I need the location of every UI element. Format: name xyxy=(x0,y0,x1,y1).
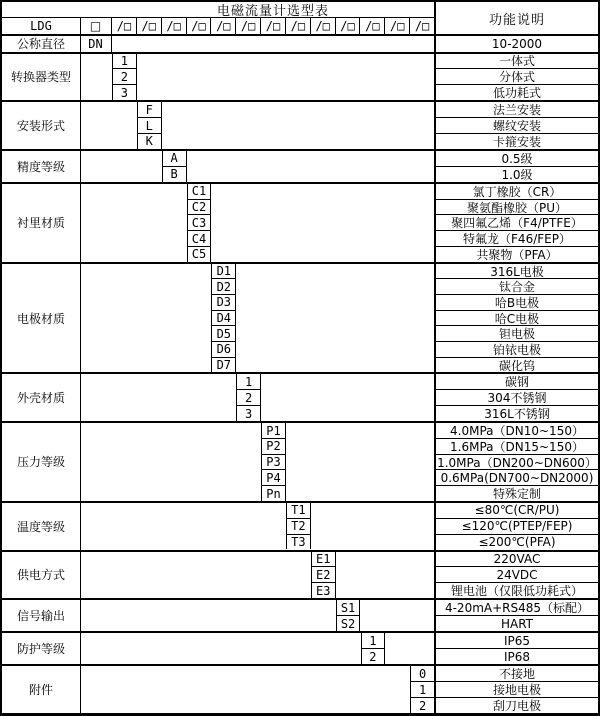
description-cell: 4-20mA+RS485（标配） xyxy=(436,600,598,616)
description-cell: 接地电极 xyxy=(436,682,598,698)
code-cell: B xyxy=(162,167,187,182)
description-cell: 4.0MPa（DN10~150） xyxy=(436,423,598,439)
code-stack xyxy=(336,600,361,631)
description-stack xyxy=(436,423,598,501)
code-cell: D3 xyxy=(211,295,236,311)
description-cell: 一体式 xyxy=(436,54,598,70)
description-stack xyxy=(436,552,598,599)
code-cell: E1 xyxy=(311,552,336,568)
code-stack xyxy=(80,36,112,52)
category-label: 信号输出 xyxy=(16,609,65,624)
description-cell: 卡箍安装 xyxy=(492,134,541,149)
description-cell: 316L电极 xyxy=(436,264,598,280)
description-cell: 铂铱电极 xyxy=(436,342,598,358)
code-cell: DN xyxy=(80,36,112,52)
category-band xyxy=(2,149,598,182)
model-slot-cell: /□ xyxy=(360,18,385,34)
model-box-cell: □ xyxy=(80,18,112,34)
code-cell: 1 xyxy=(410,682,435,698)
code-cell: D2 xyxy=(211,279,236,295)
description-cell: 不接地 xyxy=(436,666,598,682)
description-stack xyxy=(436,102,598,149)
code-cell: L xyxy=(137,118,162,134)
description-cell: 锂电池（仅限低功耗式） xyxy=(450,584,583,599)
label-column-divider xyxy=(80,17,81,713)
category-label: 安装形式 xyxy=(16,119,65,133)
category-band xyxy=(2,664,598,713)
description-cell: 1.6MPa（DN15~150） xyxy=(436,439,598,455)
description-stack xyxy=(436,503,598,550)
description-stack xyxy=(436,36,598,52)
code-cell: S2 xyxy=(336,616,361,631)
code-cell: 2 xyxy=(361,649,386,664)
description-stack xyxy=(436,374,598,421)
code-cell: D1 xyxy=(211,264,236,280)
code-cell: 1 xyxy=(236,374,261,390)
description-cell: IP65 xyxy=(436,633,598,649)
description-stack xyxy=(436,54,598,101)
description-cell: IP68 xyxy=(503,649,531,664)
code-cell: 2 xyxy=(410,698,435,713)
model-slot-cell: /□ xyxy=(112,18,137,34)
code-cell: 0 xyxy=(410,666,435,682)
description-cell: 钽电极 xyxy=(436,326,598,342)
category-label: 附件 xyxy=(28,683,53,698)
code-stack xyxy=(162,151,187,182)
model-prefix: LDG xyxy=(30,19,52,33)
code-cell: P4 xyxy=(261,470,286,486)
table-header xyxy=(2,2,598,34)
category-band xyxy=(2,372,598,421)
model-slot-cell: /□ xyxy=(336,18,361,34)
code-cell: D5 xyxy=(211,326,236,342)
model-slot-cell: /□ xyxy=(236,18,261,34)
category-label: 供电方式 xyxy=(16,568,65,583)
description-stack xyxy=(436,633,598,664)
description-stack xyxy=(436,600,598,631)
description-cell: 1.0MPa（DN200~DN600） xyxy=(437,455,597,470)
description-cell: 聚氨酯橡胶（PU） xyxy=(436,200,598,216)
code-cell: A xyxy=(162,151,187,167)
code-stack xyxy=(261,423,286,501)
description-cell: 特殊定制 xyxy=(492,487,541,501)
code-cell: 1 xyxy=(112,54,137,70)
description-cell: 特氟龙（F46/FEP） xyxy=(436,231,598,247)
code-cell: Pn xyxy=(261,486,286,501)
description-cell: 共聚物（PFA） xyxy=(476,247,558,262)
description-cell: 刮刀电极 xyxy=(492,699,541,713)
description-cell: 316L不锈钢 xyxy=(484,407,550,422)
model-slot-cell: /□ xyxy=(211,18,236,34)
model-slot-cell: /□ xyxy=(261,18,286,34)
category-band xyxy=(2,262,598,373)
category-label: 精度等级 xyxy=(16,159,65,174)
model-slot-cell: /□ xyxy=(162,18,187,34)
category-band xyxy=(2,52,598,101)
model-code-row xyxy=(2,18,434,34)
description-cell: 10-2000 xyxy=(491,36,543,51)
code-cell: 2 xyxy=(112,69,137,85)
description-cell: 220VAC xyxy=(436,552,598,568)
category-band xyxy=(2,631,598,664)
code-cell: D6 xyxy=(211,342,236,358)
description-cell: 碳化钨 xyxy=(498,358,535,373)
description-stack xyxy=(436,264,598,373)
description-cell: ≤200℃(PFA) xyxy=(478,535,556,550)
code-cell: C4 xyxy=(187,231,212,247)
description-stack xyxy=(436,184,598,262)
category-label: 电极材质 xyxy=(16,311,65,326)
description-cell: 钛合金 xyxy=(436,279,598,295)
code-cell: E2 xyxy=(311,567,336,583)
description-cell: ≤120℃(PTEP/FEP) xyxy=(436,519,598,535)
description-cell: 螺纹安装 xyxy=(436,118,598,134)
description-cell: 哈B电极 xyxy=(436,295,598,311)
code-cell: C3 xyxy=(187,215,212,231)
category-label: 压力等级 xyxy=(16,455,65,470)
description-cell: 碳钢 xyxy=(436,374,598,390)
description-cell: 法兰安装 xyxy=(436,102,598,118)
title-row xyxy=(2,2,434,18)
code-cell: T2 xyxy=(286,519,311,535)
category-band xyxy=(2,182,598,262)
category-band xyxy=(2,598,598,631)
code-cell: P2 xyxy=(261,439,286,455)
category-label: 转换器类型 xyxy=(10,70,71,85)
category-band xyxy=(2,34,598,52)
category-label: 衬里材质 xyxy=(16,216,65,231)
code-cell: C5 xyxy=(187,247,212,262)
description-cell: 0.5级 xyxy=(436,151,598,167)
category-label: 公称直径 xyxy=(16,37,65,52)
category-band xyxy=(2,421,598,501)
description-cell: 分体式 xyxy=(436,69,598,85)
code-cell: C2 xyxy=(187,200,212,216)
code-stack xyxy=(286,503,311,550)
code-cell: D7 xyxy=(211,358,236,373)
category-band xyxy=(2,550,598,599)
model-slot-cell: /□ xyxy=(286,18,311,34)
description-cell: 低功耗式 xyxy=(492,86,541,101)
model-slot-cell: /□ xyxy=(187,18,212,34)
code-cell: K xyxy=(137,134,162,149)
model-slot-cell: /□ xyxy=(137,18,162,34)
description-cell: 1.0级 xyxy=(501,167,533,182)
description-cell: 24VDC xyxy=(436,567,598,583)
model-slot-cell: /□ xyxy=(311,18,336,34)
code-stack xyxy=(311,552,336,599)
code-stack xyxy=(112,54,137,101)
code-stack xyxy=(410,666,435,713)
code-cell: F xyxy=(137,102,162,118)
code-cell: 3 xyxy=(236,406,261,421)
description-stack xyxy=(436,151,598,182)
description-column-divider xyxy=(434,2,436,713)
model-slot-cell: /□ xyxy=(414,19,430,33)
code-cell: 3 xyxy=(112,85,137,100)
code-stack xyxy=(361,633,386,664)
model-slot-cell: /□ xyxy=(385,18,410,34)
page-title: 电磁流量计选型表 xyxy=(216,4,329,19)
category-label: 防护等级 xyxy=(16,642,65,657)
code-cell: P3 xyxy=(261,455,286,471)
description-cell: 哈C电极 xyxy=(436,311,598,327)
description-header: 功能说明 xyxy=(488,12,545,28)
category-label: 温度等级 xyxy=(16,519,65,534)
code-cell: S1 xyxy=(336,600,361,616)
category-band xyxy=(2,501,598,550)
description-cell: ≤80℃(CR/PU) xyxy=(436,503,598,519)
description-cell: 聚四氟乙烯（F4/PTFE） xyxy=(436,215,598,231)
code-cell: T1 xyxy=(286,503,311,519)
code-cell: 2 xyxy=(236,390,261,406)
code-cell: E3 xyxy=(311,583,336,598)
description-cell: HART xyxy=(500,616,534,631)
code-stack xyxy=(187,184,212,262)
category-band xyxy=(2,100,598,149)
category-label: 外壳材质 xyxy=(16,391,65,406)
description-cell: 0.6MPa(DN700~DN2000) xyxy=(436,470,598,486)
code-cell: D4 xyxy=(211,311,236,327)
description-cell: 氯丁橡胶（CR） xyxy=(436,184,598,200)
description-cell: 304不锈钢 xyxy=(436,390,598,406)
code-cell: P1 xyxy=(261,423,286,439)
code-cell: 1 xyxy=(361,633,386,649)
code-stack xyxy=(137,102,162,149)
code-stack xyxy=(211,264,236,373)
code-cell: T3 xyxy=(286,535,311,550)
code-cell: C1 xyxy=(187,184,212,200)
description-stack xyxy=(436,666,598,713)
code-stack xyxy=(236,374,261,421)
